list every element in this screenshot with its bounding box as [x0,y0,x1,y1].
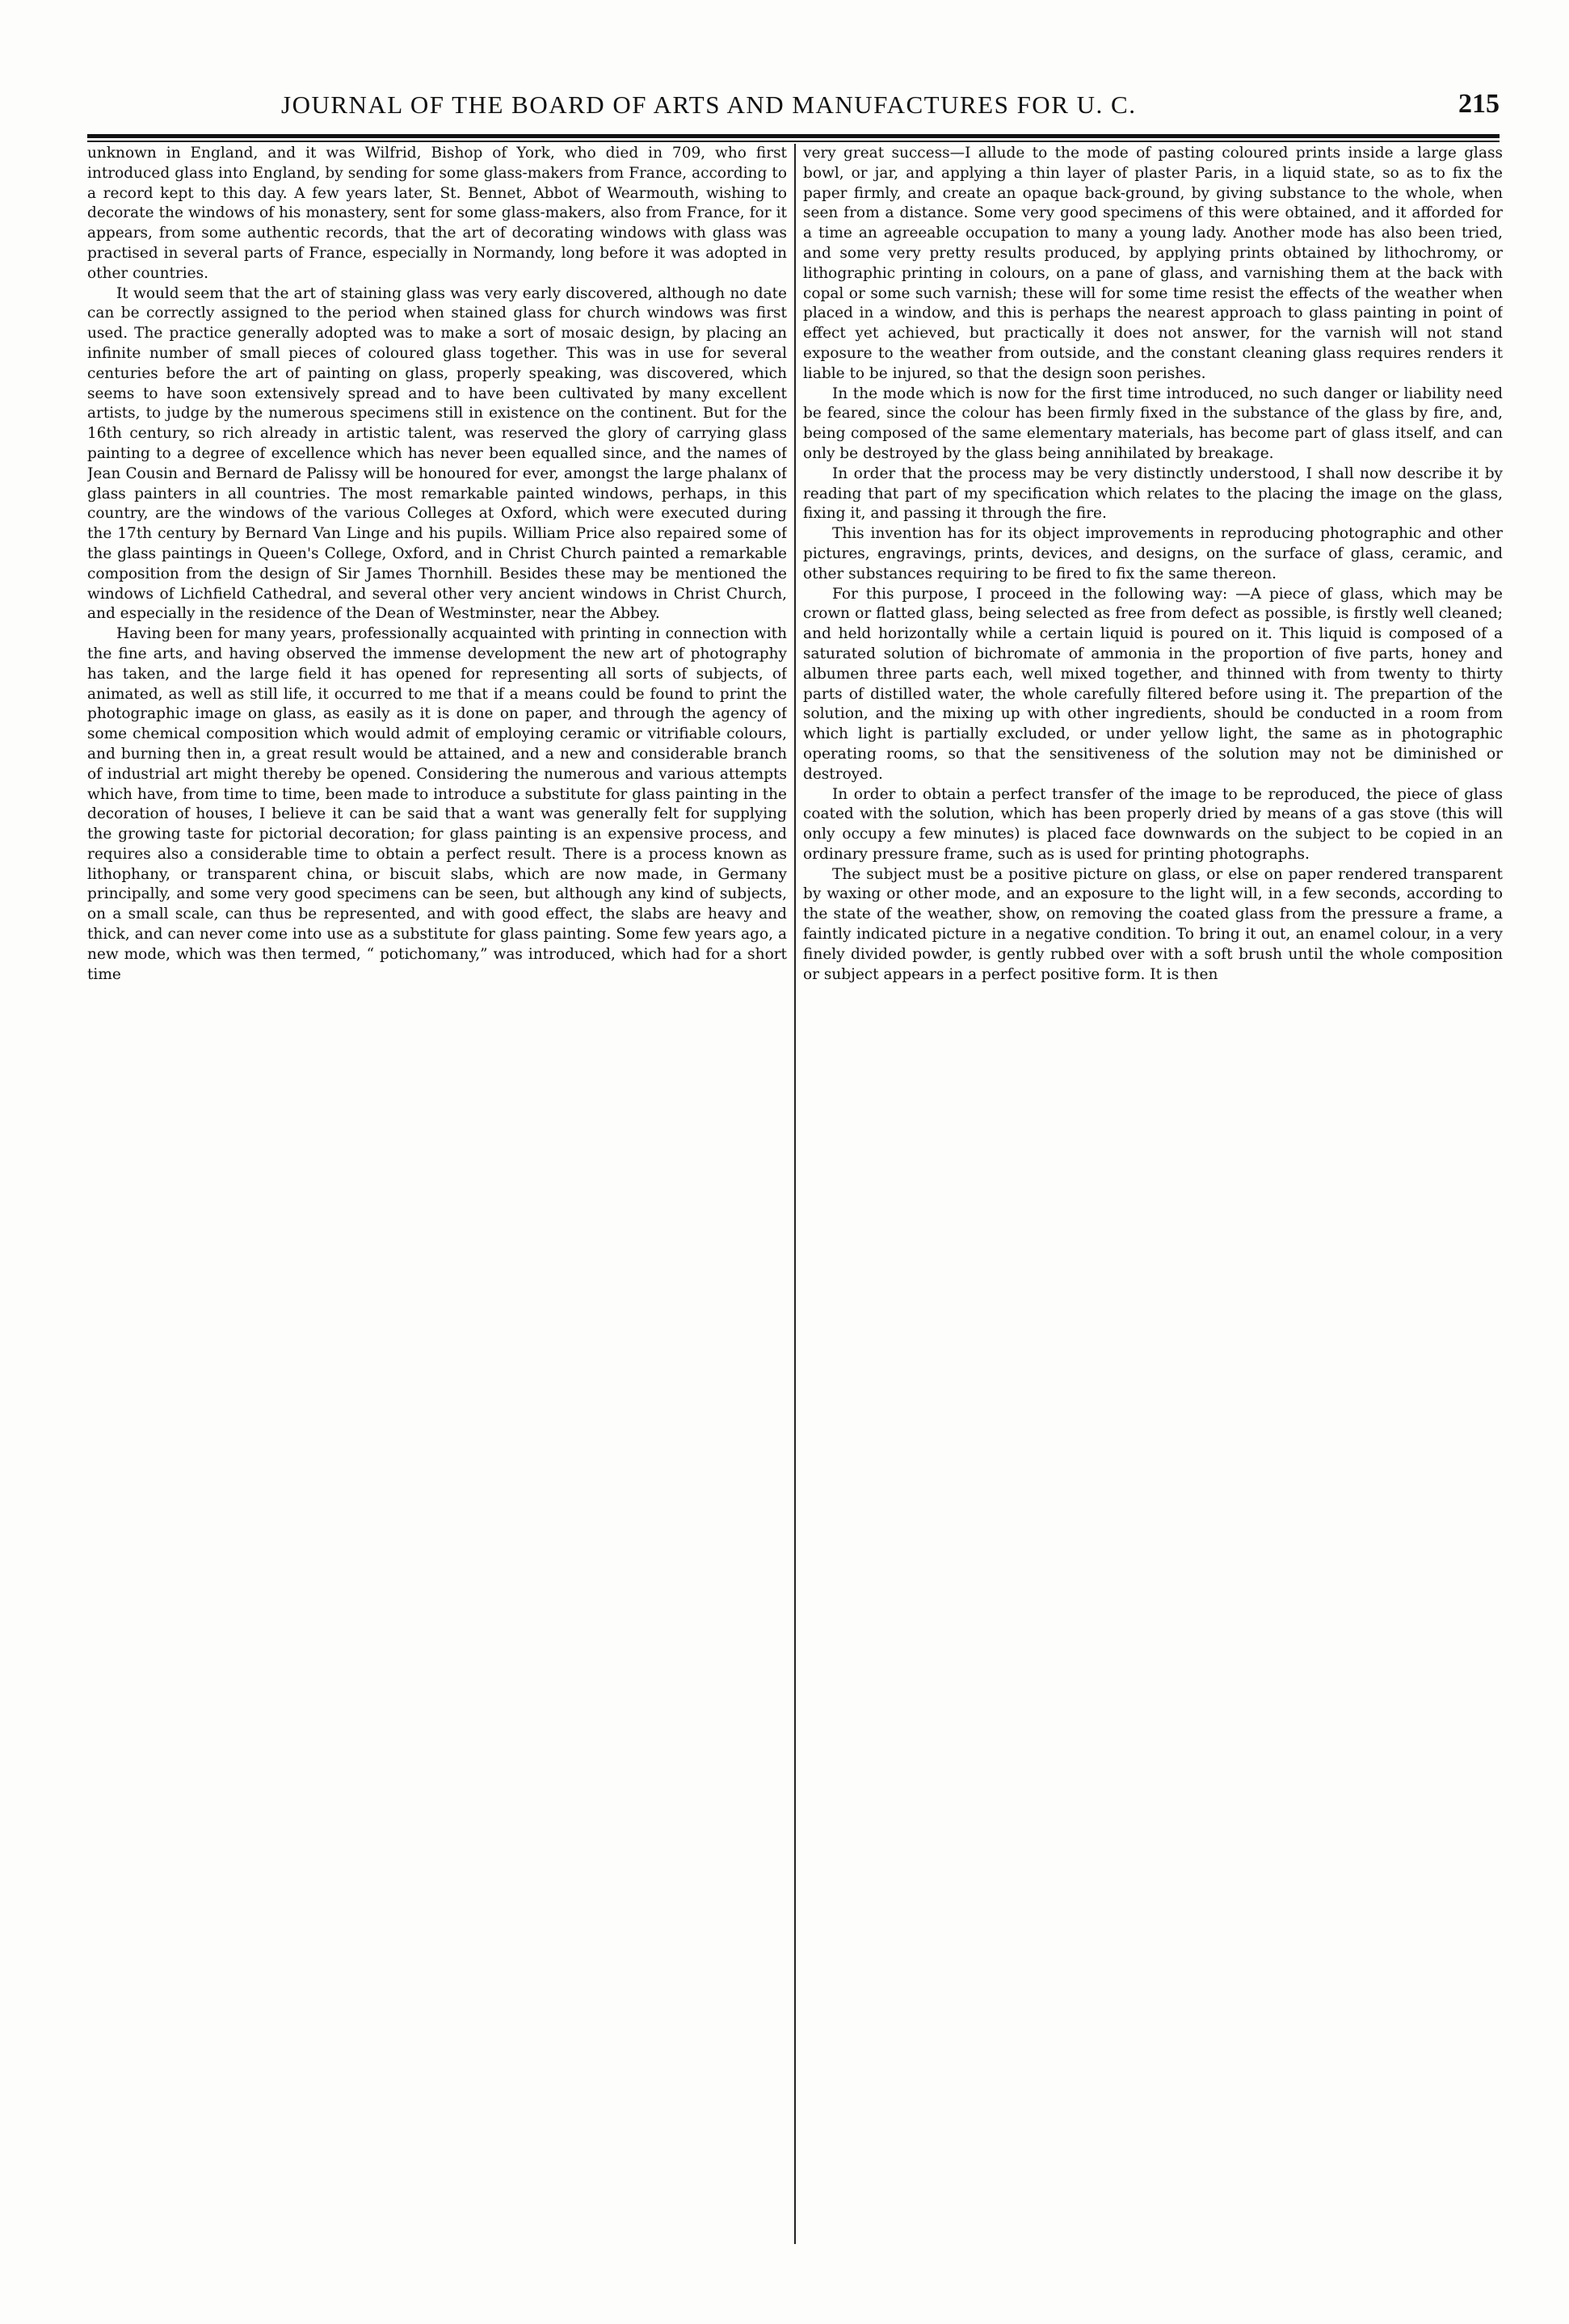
journal-title: JOURNAL OF THE BOARD OF ARTS AND MANUFACTURES FOR U. C. [281,90,1137,119]
paragraph: In order to obtain a perfect transfer of the image to be reproduced, the piece of glass coated with the solution, which has been properly dried by means of a gas stove (this will only occupy a few minutes) is placed face downwards on the subject to be copied in an ordinary pressure frame, such as is used for printing photographs. [803,785,1503,863]
header-rule-thin [87,141,1500,142]
paragraph: In the mode which is now for the first time introduced, no such danger or liability need be feared, since the colour has been firmly fixed in the substance of the glass by fire, and, being composed of the same elementary materials, has become part of glass itself, and can only be destroyed by the glass being annihilated by breakage. [803,385,1503,462]
page-number: 215 [1458,89,1500,119]
paragraph: The subject must be a positive picture on glass, or else on paper rendered transparent by waxing or other mode, and an exposure to the light will, in a few seconds, according to the state of the weather, show, on removing the coated glass from the pressure a frame, a faintly indicated picture in a negative condition. To bring it out, an enamel colour, in a very finely divided powder, is gently rubbed over with a soft brush until the whole composition or subject appears in a perfect positive form. It is then [803,865,1503,983]
paragraph: For this purpose, I proceed in the following way: —A piece of glass, which may be crown or flatted glass, being selected as free from defect as possible, is firstly well cleaned; and held horizontally while a certain liquid is poured on it. This liquid is composed of a saturated solution of bichromate of ammonia in the proportion of five parts, honey and albumen three parts each, well mixed together, and thinned with from twenty to thirty parts of distilled water, the whole carefully filtered before using it. The prepartion of the solution, and the mixing up with other ingredients, should be conducted in a room from which light is partially excluded, or under yellow light, the same as in photographic operating rooms, so that the sensitiveness of the solution may not be diminished or destroyed. [803,585,1503,783]
paragraph: unknown in England, and it was Wilfrid, Bishop of York, who died in 709, who first introduced glass into England, by sending for some glass-makers from France, according to a record kept to this day. A few years later, St. Bennet, Abbot of Wearmouth, wishing to decorate the windows of his monastery, sent for some glass-makers, also from France, for it appears, from some authentic records, that the art of decorating windows with glass was practised in several parts of France, especially in Normandy, long before it was adopted in other countries. [87,145,787,282]
paragraph: In order that the process may be very distinctly understood, I shall now describe it by reading that part of my specification which relates to the placing the image on the glass, fixing it, and passing it through the fire. [803,464,1503,523]
paragraph: Having been for many years, professionally acquainted with printing in connection with the fine arts, and having observed the immense development the new art of photography has taken, and the large field it has opened for representing all sorts of subjects, of animated, as well as still life, it occurred to me that if a means could be found to print the photographic image on glass, as easily as it is done on paper, and through the agency of some chemical composition which would admit of employing ceramic or vitrifiable colours, and burning then in, a great result would be attained, and a new and considerable branch of industrial art might thereby be opened. Considering the numerous and various attempts which have, from time to time, been made to introduce a substitute for glass painting in the decoration of houses, I believe it can be said that a want was generally felt for supplying the growing taste for pictorial decoration; for glass painting is an expensive process, and requires also a considerable time to obtain a perfect result. There is a process known as lithophany, or transparent china, or biscuit slabs, which are now made, in Germany principally, and some very good specimens can be seen, but although any kind of subjects, on a small scale, can thus be represented, and with good effect, the slabs are heavy and thick, and can never come into use as a substitute for glass painting. Some few years ago, a new mode, which was then termed, “ potichomany,” was introduced, which had for a short time [87,625,787,983]
paragraph: This invention has for its object improvements in reproducing photographic and other pictures, engravings, prints, devices, and designs, on the surface of glass, ceramic, and other substances requiring to be fired to fix the same thereon. [803,525,1503,582]
paragraph: It would seem that the art of staining glass was very early discovered, although no date can be correctly assigned to the period when stained glass for church windows was first used. The practice generally adopted was to make a sort of mosaic design, by placing an infinite number of small pieces of coloured glass together. This was in use for several centuries before the art of painting on glass, properly speaking, was discovered, which seems to have soon extensively spread and to have been cultivated by many excellent artists, to judge by the numerous specimens still in existence on the continent. But for the 16th century, so rich already in artistic talent, was reserved the glory of carrying glass painting to a degree of excellence which has never been equalled since, and the names of Jean Cousin and Bernard de Palissy will be honoured for ever, amongst the large phalanx of glass painters in all countries. The most remarkable painted windows, perhaps, in this country, are the windows of the various Colleges at Oxford, which were executed during the 17th century by Bernard Van Linge and his pupils. William Price also repaired some of the glass paintings in Queen's College, Oxford, and in Christ Church painted a remarkable composition from the design of Sir James Thornhill. Besides these may be mentioned the windows of Lichfield Cathedral, and several other very ancient windows in Christ Church, and especially in the residence of the Dean of Westminster, near the Abbey. [87,284,787,623]
column-divider [794,144,796,2244]
running-header [87,81,1500,137]
header-rule-thick [87,134,1500,138]
paragraph: very great success—I allude to the mode of pasting coloured prints inside a large glass bowl, or jar, and applying a thin layer of plaster Paris, in a liquid state, so as to fix the paper firmly, and create an opaque back-ground, by giving substance to the whole, when seen from a distance. Some very good specimens of this were obtained, and it afforded for a time an agreeable occupation to many a young lady. Another mode has also been tried, and some very pretty results produced, by applying prints obtained by lithochromy, or lithographic printing in colours, on a pane of glass, and varnishing them at the back with copal or some such varnish; these will for some time resist the effects of the weather when placed in a window, and this is perhaps the nearest approach to glass painting in point of effect yet achieved, but practically it does not answer, for the varnish will not stand exposure to the weather from outside, and the constant cleaning glass requires renders it liable to be injured, so that the design soon perishes. [803,145,1503,382]
right-column [803,144,1503,2244]
left-column [87,144,787,2244]
